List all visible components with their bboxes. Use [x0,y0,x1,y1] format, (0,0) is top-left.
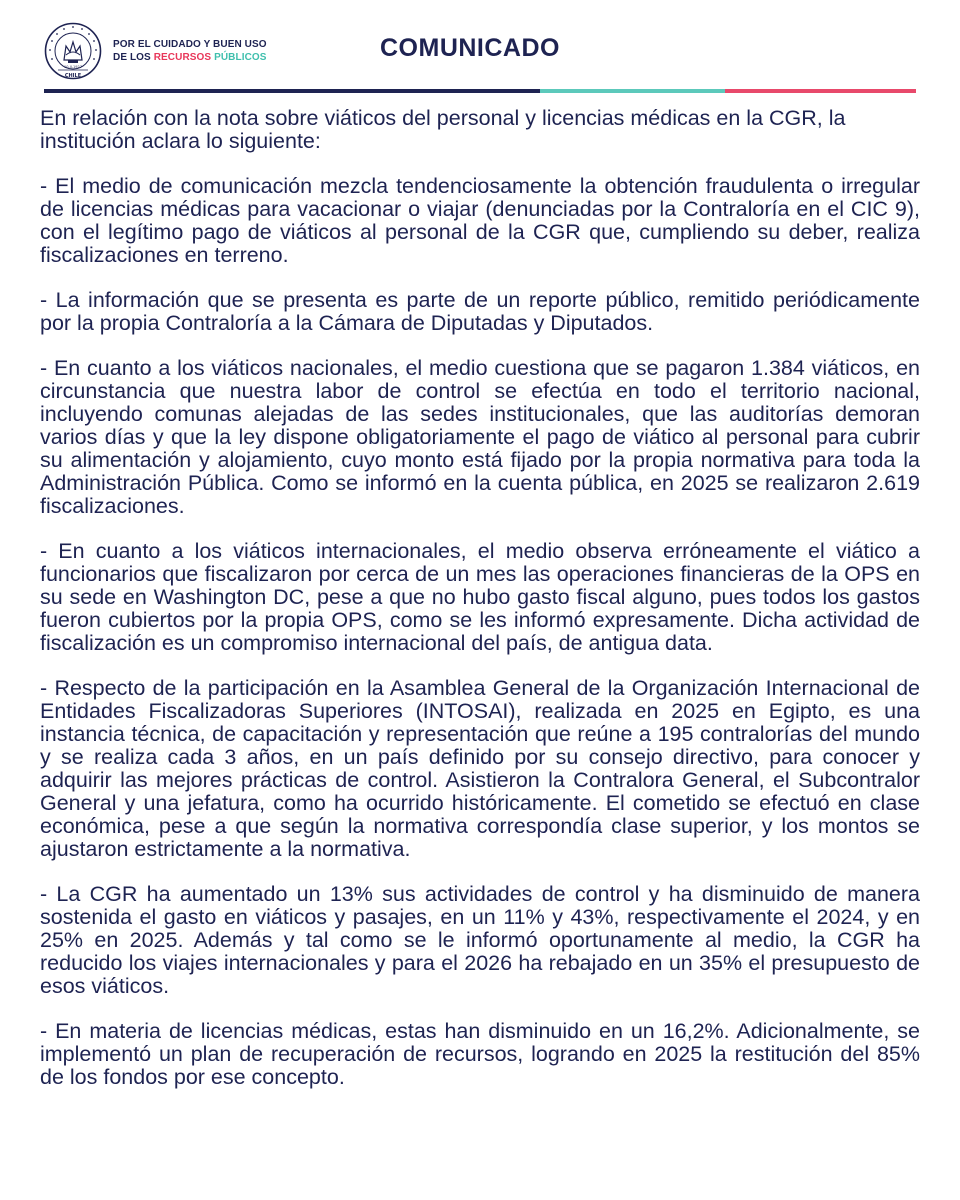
divider-teal [540,89,725,93]
paragraph-viaticos-internacionales: - En cuanto a los viáticos internacionales, el medio observa erróneamente el viático a funcionarios que fiscalizaron por cerca de un mes las operaciones financieras de la OPS en su sede en Washington DC, pese a que no hubo gasto fiscal alguno, pues todos los gastos fueron cubiertos por la propia OPS, como se les informó expresamente. Dicha actividad de fiscalización es un compromiso internacional del país, de antigua data. [40,539,920,655]
tagline-publicos: PÚBLICOS [214,52,267,63]
tagline-line1: POR EL CUIDADO Y BUEN USO [113,39,267,50]
paragraph-licencias-medicas: - En materia de licencias médicas, estas han disminuido en un 16,2%. Adicionalmente, se implementó un plan de recuperación de recursos, logrando en 2025 la restitución del 85% de los fondos por ese concepto. [40,1019,920,1089]
paragraph-reporte-publico: - La información que se presenta es parte de un reporte público, remitido periódicamente por la propia Contraloría a la Cámara de Diputadas y Diputados. [40,288,920,335]
paragraph-intosai: - Respecto de la participación en la Asamblea General de la Organización Internacional de Entidades Fiscalizadoras Superiores (INTOSAI), realizada en 2025 en Egipto, es una instancia técnica, de capacitación y representación que reúne a 195 contralorías del mundo y se realiza cada 3 años, en un país definido por su consejo directivo, para conocer y adquirir las mejores prácticas de control. Asistieron la Contralora General, el Subcontralor General y una jefatura, como ha ocurrido históricamente. El cometido se efectuó en clase económica, pese a que según la normativa correspondía clase superior, y los montos se ajustaron estrictamente a la normativa. [40,676,920,861]
paragraph-reduccion-gasto: - La CGR ha aumentado un 13% sus actividades de control y ha disminuido de manera sostenida el gasto en viáticos y pasajes, en un 11% y 43%, respectivamente el 2024, y en 25% en 2025. Además y tal como se le informó oportunamente al medio, la CGR ha reducido los viajes internacionales y para el 2026 ha rebajado en un 35% el presupuesto de esos viáticos. [40,882,920,998]
tagline-recursos: RECURSOS [153,52,212,63]
tagline-line2 [113,51,267,64]
tagline [113,38,267,64]
cgr-seal-logo [44,22,102,80]
statement-body [40,107,920,1111]
paragraph-intro: En relación con la nota sobre viáticos del personal y licencias médicas en la CGR, la institución aclara lo siguiente: [40,106,846,153]
page-title: COMUNICADO [380,34,560,62]
seal-country-text: CHILE [64,73,82,79]
divider-navy [44,89,540,93]
seal-year-text: 10-II-1927 [64,65,82,69]
paragraph-viaticos-nacionales: - En cuanto a los viáticos nacionales, el medio cuestiona que se pagaron 1.384 viáticos, en circunstancia que nuestra labor de control se efectúa en todo el territorio nacional, incluyendo comunas alejadas de las sedes institucionales, que las auditorías demoran varios días y que la ley dispone obligatoriamente el pago de viático al personal para cubrir su alimentación y alojamiento, cuyo monto está fijado por la propia normativa para toda la Administración Pública. Como se informó en la cuenta pública, en 2025 se realizaron 2.619 fiscalizaciones. [40,356,920,518]
header [0,0,960,92]
divider-red [725,89,916,93]
paragraph-licencias-vs-viaticos: - El medio de comunicación mezcla tendenciosamente la obtención fraudulenta o irregular de licencias médicas para vacacionar o viajar (denunciadas por la Contraloría en el CIC 9), con el legítimo pago de viáticos al personal de la CGR que, cumpliendo su deber, realiza fiscalizaciones en terreno. [40,174,920,267]
tagline-prefix: DE LOS [113,52,154,63]
